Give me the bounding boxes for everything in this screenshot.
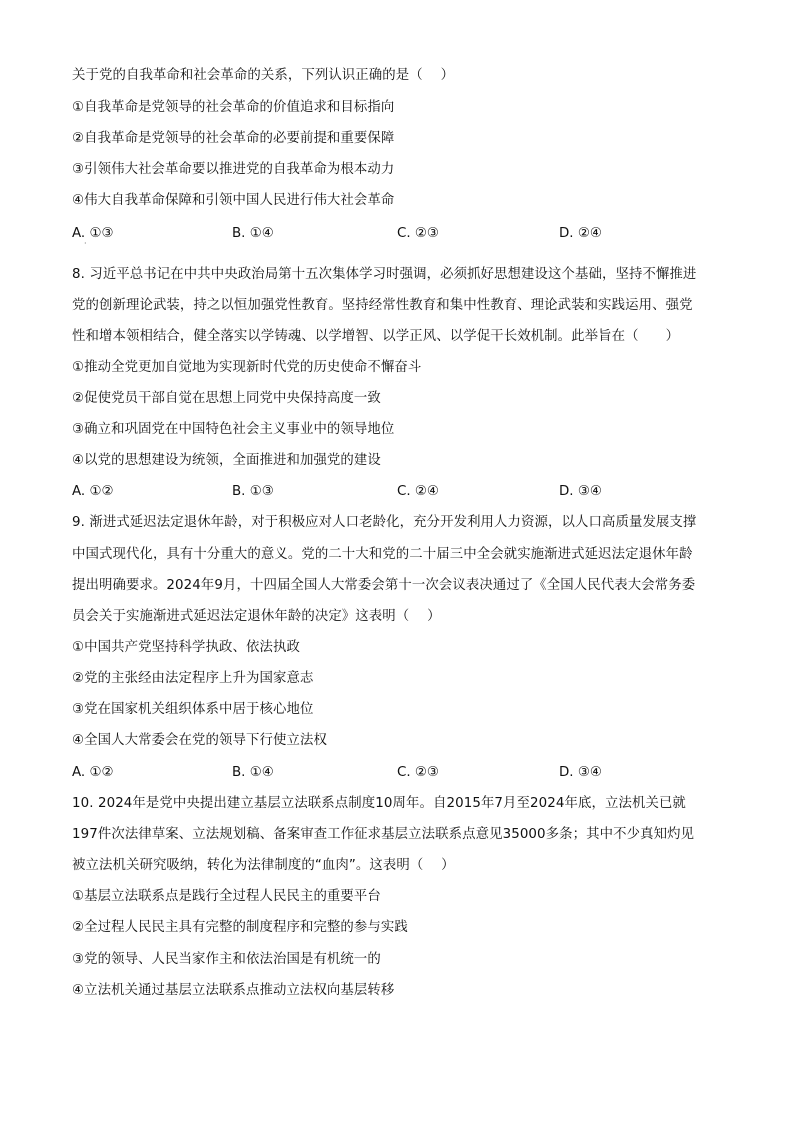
q10-item-3: ③党的领导、人民当家作主和依法治国是有机统一的: [72, 952, 381, 967]
q8-item-1: ①推动全党更加自觉地为实现新时代党的历史使命不懈奋斗: [72, 360, 422, 375]
q7-stem: 关于党的自我革命和社会革命的关系，下列认识正确的是（ ）: [72, 68, 455, 83]
q7-item-1: ①自我革命是党领导的社会革命的价值追求和目标指向: [72, 100, 395, 115]
q8-option-c: C. ②④: [397, 484, 439, 499]
q9-stem-line-3: 提出明确要求。2024年9月，十四届全国人大常委会第十一次会议表决通过了《全国人民代表大会常务委: [72, 578, 696, 593]
q9-item-2: ②党的主张经由法定程序上升为国家意志: [72, 671, 314, 686]
q9-option-b: B. ①④: [232, 765, 274, 780]
q9-item-3: ③党在国家机关组织体系中居于核心地位: [72, 702, 314, 717]
q10-item-1: ①基层立法联系点是践行全过程人民民主的重要平台: [72, 889, 381, 904]
q7-option-b: B. ①④: [232, 226, 274, 241]
q8-option-d: D. ③④: [559, 484, 602, 499]
q10-item-2: ②全过程人民民主具有完整的制度程序和完整的参与实践: [72, 920, 408, 935]
q9-item-4: ④全国人大常委会在党的领导下行使立法权: [72, 733, 327, 748]
q8-stem-line-1: 8. 习近平总书记在中共中央政治局第十五次集体学习时强调，必须抓好思想建设这个基础，坚持不懈推进: [72, 267, 697, 282]
q10-item-4: ④立法机关通过基层立法联系点推动立法权向基层转移: [72, 983, 395, 998]
q8-item-2: ②促使党员干部自觉在思想上同党中央保持高度一致: [72, 391, 381, 406]
q10-stem-line-1: 10. 2024年是党中央提出建立基层立法联系点制度10周年。自2015年7月至2024年底，立法机关已就: [72, 796, 686, 811]
q7-item-3: ③引领伟大社会革命要以推进党的自我革命为根本动力: [72, 162, 395, 177]
q8-item-4: ④以党的思想建设为统领，全面推进和加强党的建设: [72, 453, 381, 468]
q9-option-c: C. ②③: [397, 765, 439, 780]
q8-option-a: A. ①②: [72, 484, 114, 499]
q9-options: [72, 763, 732, 783]
q9-stem-line-4: 员会关于实施渐进式延迟法定退休年龄的决定》这表明（ ）: [72, 609, 441, 624]
q8-option-b: B. ①③: [232, 484, 274, 499]
stray-dot-mark: ·: [84, 239, 87, 248]
q9-item-1: ①中国共产党坚持科学执政、依法执政: [72, 640, 300, 655]
q7-item-4: ④伟大自我革命保障和引领中国人民进行伟大社会革命: [72, 193, 395, 208]
q7-option-a: A. ①③: [72, 226, 114, 241]
q10-stem-line-3: 被立法机关研究吸纳，转化为法律制度的“血肉”。这表明（ ）: [72, 858, 455, 873]
q9-stem-line-2: 中国式现代化，具有十分重大的意义。党的二十大和党的二十届三中全会就实施渐进式延迟法定退休年龄: [72, 547, 693, 562]
q7-option-d: D. ②④: [559, 226, 602, 241]
q9-option-d: D. ③④: [559, 765, 602, 780]
q9-option-a: A. ①②: [72, 765, 114, 780]
q7-options: [72, 224, 732, 244]
q8-options: [72, 482, 732, 502]
q7-option-c: C. ②③: [397, 226, 439, 241]
q7-item-2: ②自我革命是党领导的社会革命的必要前提和重要保障: [72, 131, 395, 146]
q10-stem-line-2: 197件次法律草案、立法规划稿、备案审查工作征求基层立法联系点意见35000多条；其中不少真知灼见: [72, 827, 695, 842]
q8-stem-line-3: 性和增本领相结合，健全落实以学铸魂、以学增智、以学正风、以学促干长效机制。此举旨在（ ）: [72, 329, 680, 344]
q8-stem-line-2: 党的创新理论武装，持之以恒加强党性教育。坚持经常性教育和集中性教育、理论武装和实践运用、强党: [72, 298, 693, 313]
q9-stem-line-1: 9. 渐进式延迟法定退休年龄，对于积极应对人口老龄化，充分开发利用人力资源，以人口高质量发展支撑: [72, 515, 697, 530]
q8-item-3: ③确立和巩固党在中国特色社会主义事业中的领导地位: [72, 422, 395, 437]
